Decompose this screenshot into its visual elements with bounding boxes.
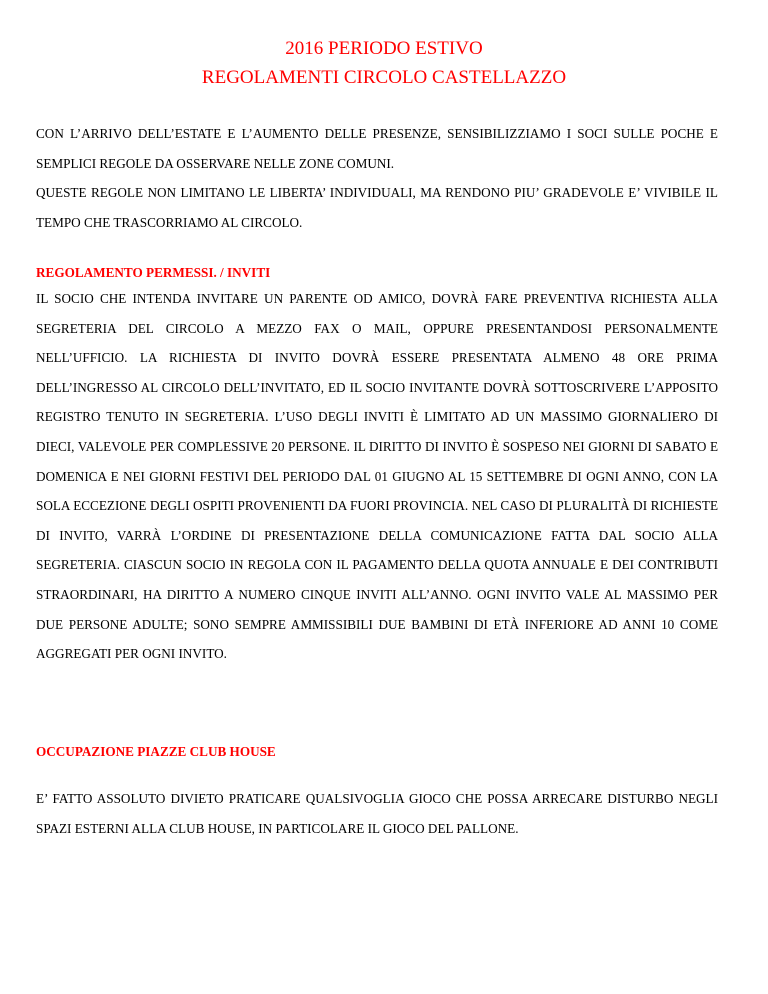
intro-text-part2: QUESTE REGOLE NON LIMITANO LE LIBERTA’ INDIVIDUALI, MA RENDONO PIU’ GRADEVOLE E’ VIVIBILE IL TEMPO CHE TRASCORRIAMO AL CIRCOLO.	[36, 185, 718, 230]
intro-paragraph	[36, 119, 718, 237]
section-heading-permessi: REGOLAMENTO PERMESSI. / INVITI	[36, 265, 271, 280]
document-title: REGOLAMENTI CIRCOLO CASTELLAZZO	[201, 67, 567, 88]
intro-text-part1: CON L’ARRIVO DELL’ESTATE E L’AUMENTO DELLE PRESENZE, SENSIBILIZZIAMO I SOCI SULLE POCHE E SEMPLICI REGOLE DA OSSERVARE NELLE ZONE COMUNI.	[36, 126, 718, 171]
section-heading-occupazione: OCCUPAZIONE PIAZZE CLUB HOUSE	[36, 744, 276, 759]
document-title-year: 2016 PERIODO ESTIVO	[285, 38, 483, 59]
section-body-occupazione: E’ FATTO ASSOLUTO DIVIETO PRATICARE QUALSIVOGLIA GIOCO CHE POSSA ARRECARE DISTURBO NEGLI SPAZI ESTERNI ALLA CLUB HOUSE, IN PARTICOLARE IL GIOCO DEL PALLONE.	[36, 791, 718, 836]
section-body-permessi: IL SOCIO CHE INTENDA INVITARE UN PARENTE OD AMICO, DOVRÀ FARE PREVENTIVA RICHIESTA ALLA SEGRETERIA DEL CIRCOLO A MEZZO FAX O MAIL, OPPURE PRESENTANDOSI PERSONALMENTE NELL’UFFICIO. LA RICHIESTA DI INVITO DOVRÀ ESSERE PRESENTATA ALMENO 48 ORE PRIMA DELL’INGRESSO AL CIRCOLO DELL’INVITATO, ED IL SOCIO INVITANTE DOVRÀ SOTTOSCRIVERE L’APPOSITO REGISTRO TENUTO IN SEGRETERIA. L’USO DEGLI INVITI È LIMITATO AD UN MASSIMO GIORNALIERO DI DIECI, VALEVOLE PER COMPLESSIVE 20 PERSONE. IL DIRITTO DI INVITO È SOSPESO NEI GIORNI DI SABATO E DOMENICA E NEI GIORNI FESTIVI DEL PERIODO DAL 01 GIUGNO AL 15 SETTEMBRE DI OGNI ANNO, CON LA SOLA ECCEZIONE DEGLI OSPITI PROVENIENTI DA FUORI PROVINCIA. NEL CASO DI PLURALITÀ DI RICHIESTE DI INVITO, VARRÀ L’ORDINE DI PRESENTAZIONE DELLA COMUNICAZIONE FATTA DAL SOCIO ALLA SEGRETERIA. CIASCUN SOCIO IN REGOLA CON IL PAGAMENTO DELLA QUOTA ANNUALE E DEI CONTRIBUTI STRAORDINARI, HA DIRITTO A NUMERO CINQUE INVITI ALL’ANNO. OGNI INVITO VALE AL MASSIMO PER DUE PERSONE ADULTE; SONO SEMPRE AMMISSIBILI DUE BAMBINI DI ETÀ INFERIORE AD ANNI 10 COME AGGREGATI PER OGNI INVITO.	[36, 291, 718, 662]
